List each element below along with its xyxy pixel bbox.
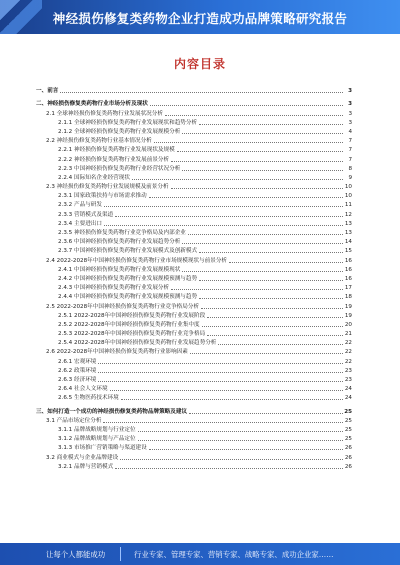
toc-entry[interactable] bbox=[36, 255, 352, 264]
toc-entry-title: 3.2.1 品牌与营销模式 bbox=[58, 463, 114, 470]
toc-page-number: 10 bbox=[344, 184, 352, 191]
footer-slogan: 让每个人都能成功 bbox=[46, 550, 106, 559]
toc-dot-leader bbox=[199, 124, 343, 125]
toc-entry-title: 2.5 2022-2028年中国神经损伤修复类药物行业竞争格局分析 bbox=[46, 303, 200, 310]
toc-entry-title: 2.6.3 经济环境 bbox=[58, 377, 97, 383]
toc-page-number: 22 bbox=[344, 349, 352, 356]
toc-entry[interactable] bbox=[36, 154, 352, 163]
toc-entry[interactable] bbox=[36, 393, 352, 402]
toc-dot-leader bbox=[98, 372, 343, 373]
toc-entry-title: 2.6.4 社会人文环境 bbox=[58, 386, 108, 393]
toc-entry[interactable] bbox=[36, 375, 352, 384]
toc-entry[interactable] bbox=[36, 164, 352, 173]
toc-entry-title: 2.3.6 中国神经损伤修复类药物行业发展趋势分析 bbox=[58, 239, 181, 246]
toc-entry[interactable] bbox=[36, 329, 352, 338]
toc-entry[interactable] bbox=[36, 406, 352, 415]
toc-dot-leader bbox=[199, 280, 343, 281]
toc-entry-title: 二、神经损伤修复类药物行业市场分析及现状 bbox=[36, 101, 148, 108]
toc-entry[interactable] bbox=[36, 283, 352, 292]
toc-entry[interactable] bbox=[36, 462, 352, 471]
toc-entry-title: 一、前言 bbox=[36, 88, 59, 95]
toc-entry[interactable] bbox=[36, 200, 352, 209]
toc-page-number: 13 bbox=[344, 230, 352, 236]
toc-page-number: 16 bbox=[344, 275, 352, 282]
toc-page-number: 23 bbox=[344, 367, 352, 374]
toc-entry-title: 2.4.4 中国神经损伤修复类药物行业发展规模预测与趋势 bbox=[58, 294, 198, 301]
toc-entry-title: 2.3.7 中国神经损伤修复类药物行业发展模式及创新模式 bbox=[58, 248, 198, 255]
toc-page-number: 17 bbox=[344, 285, 352, 292]
toc-page-number: 25 bbox=[344, 426, 352, 433]
toc-page-number: 26 bbox=[344, 445, 352, 452]
toc-page-number: 23 bbox=[344, 377, 352, 383]
toc-dot-leader bbox=[188, 234, 343, 235]
toc-dot-leader bbox=[132, 179, 343, 180]
toc-entry-title: 三、如何打造一个成功的神经损伤修复类药物品牌策略及建议 bbox=[36, 408, 188, 415]
toc-entry[interactable] bbox=[36, 311, 352, 320]
toc-page-number: 3 bbox=[348, 110, 352, 117]
toc-page-number: 22 bbox=[344, 358, 352, 365]
toc-page-number: 12 bbox=[344, 211, 352, 218]
toc-entry-title: 2.2.1 神经损伤修复类药物行业发展现状及规模 bbox=[58, 147, 175, 154]
toc-entry[interactable] bbox=[36, 366, 352, 375]
toc-entry[interactable] bbox=[36, 182, 352, 191]
toc-entry[interactable] bbox=[36, 425, 352, 434]
toc-entry-title: 2.6.1 宏观环境 bbox=[58, 358, 97, 365]
toc-dot-leader bbox=[120, 459, 343, 460]
toc-page-number: 3 bbox=[348, 119, 352, 126]
toc-entry[interactable] bbox=[36, 127, 352, 136]
footer-divider bbox=[120, 547, 121, 561]
toc-entry-title: 2.2 神经损伤修复类药物行业基本情况分析 bbox=[46, 138, 152, 145]
toc-entry-title: 2.4.2 中国神经损伤修复类药物行业发展规模预测与趋势 bbox=[58, 275, 198, 282]
toc-dot-leader bbox=[138, 431, 343, 432]
toc-dot-leader bbox=[171, 188, 343, 189]
toc-entry-title: 2.1 全球神经损伤修复类药物行业发展状况分析 bbox=[46, 110, 163, 117]
toc-dot-leader bbox=[115, 216, 343, 217]
toc-dot-leader bbox=[150, 105, 343, 106]
toc-entry-title: 2.1.1 全球神经损伤修复类药物行业发展现状和趋势分析 bbox=[58, 119, 198, 126]
toc-dot-leader bbox=[110, 390, 343, 391]
toc-entry[interactable] bbox=[36, 173, 352, 182]
toc-entry-title: 3.1.3 市场推广营销策略与渠道建设 bbox=[58, 445, 147, 452]
toc-dot-leader bbox=[154, 142, 343, 143]
toc-page-number: 15 bbox=[344, 248, 352, 255]
toc-page-number: 25 bbox=[344, 408, 352, 415]
footer-expert-list: 行业专家、管理专家、营销专家、战略专家、成功企业家…… bbox=[134, 550, 334, 559]
toc-page-number: 20 bbox=[344, 321, 352, 328]
toc-entry[interactable] bbox=[36, 338, 352, 347]
toc-entry-title: 3.1.2 品牌战略规划与产品定位 bbox=[58, 436, 136, 443]
toc-entry-title: 2.4.3 中国神经损伤修复类药物行业发展分析 bbox=[58, 285, 170, 292]
toc-entry-title: 2.6 2022-2028年中国神经损伤修复类药物行业影响因素 bbox=[46, 349, 188, 356]
toc-page-number: 25 bbox=[344, 417, 352, 424]
toc-page-number: 7 bbox=[348, 138, 352, 145]
toc-entry[interactable] bbox=[36, 246, 352, 255]
toc-entry[interactable] bbox=[36, 320, 352, 329]
toc-entry[interactable] bbox=[36, 118, 352, 127]
toc-page-number: 3 bbox=[348, 101, 352, 108]
toc-page-number: 7 bbox=[348, 156, 352, 163]
toc-dot-leader bbox=[149, 197, 343, 198]
toc-dot-leader bbox=[103, 422, 343, 423]
toc-entry-title: 2.6.5 生物医药技术环境 bbox=[58, 395, 119, 402]
toc-entry[interactable] bbox=[36, 356, 352, 365]
toc-entry[interactable] bbox=[36, 292, 352, 301]
toc-entry-title: 2.3.4 主要进出口 bbox=[58, 220, 102, 227]
toc-dot-leader bbox=[115, 468, 343, 469]
toc-entry[interactable] bbox=[36, 108, 352, 117]
toc-page-number: 11 bbox=[344, 202, 352, 209]
toc-entry-title: 2.1.2 全球神经损伤修复类药物行业发展规模分析 bbox=[58, 128, 181, 135]
toc-entry-title: 2.5.4 2022-2028年中国神经损伤修复类药物行业发展趋势分析 bbox=[58, 340, 217, 347]
toc-entry[interactable] bbox=[36, 145, 352, 154]
toc-dot-leader bbox=[171, 161, 343, 162]
toc-dot-leader bbox=[104, 206, 343, 207]
toc-page-number: 19 bbox=[344, 303, 352, 310]
toc-entry-title: 2.2.4 国际知名企业经营现状 bbox=[58, 174, 130, 181]
toc-entry-title: 3.1.1 品牌战略规划与行业定位 bbox=[58, 426, 136, 433]
toc-dot-leader bbox=[149, 449, 343, 450]
toc-dot-leader bbox=[98, 363, 343, 364]
toc-page-number: 16 bbox=[344, 257, 352, 264]
toc-entry-title: 2.3.5 神经损伤修复类药物行业竞争格局及内部企业 bbox=[58, 230, 186, 236]
toc-dot-leader bbox=[229, 262, 343, 263]
toc-dot-leader bbox=[189, 413, 343, 414]
toc-page-number: 9 bbox=[348, 174, 352, 181]
toc-dot-leader bbox=[104, 225, 343, 226]
toc-entry-title: 2.3 神经损伤修复类药物行业发展规模及前景分析 bbox=[46, 184, 169, 191]
toc-entry-title: 2.3.1 国家政策扶持与市场需求推动 bbox=[58, 193, 147, 200]
toc-dot-leader bbox=[182, 170, 343, 171]
toc-dot-leader bbox=[182, 271, 343, 272]
toc-entry-title: 2.4.1 中国神经损伤修复类药物行业发展规模现状 bbox=[58, 266, 181, 273]
toc-dot-leader bbox=[165, 115, 343, 116]
toc-dot-leader bbox=[138, 440, 343, 441]
toc-dot-leader bbox=[202, 326, 343, 327]
toc-entry[interactable] bbox=[36, 219, 352, 228]
toc-page-number: 21 bbox=[344, 331, 352, 338]
toc-page-number: 22 bbox=[344, 340, 352, 347]
toc-page-number: 24 bbox=[344, 386, 352, 393]
toc-entry-title: 3.1 产品市场定位分析 bbox=[46, 417, 102, 424]
toc-dot-leader bbox=[121, 399, 343, 400]
toc-entry[interactable] bbox=[36, 265, 352, 274]
toc-entry[interactable] bbox=[36, 274, 352, 283]
toc-page-number: 26 bbox=[344, 463, 352, 470]
report-title: 神经损伤修复类药物企业打造成功品牌策略研究报告 bbox=[52, 11, 348, 26]
toc-dot-leader bbox=[207, 317, 343, 318]
toc-page-number: 10 bbox=[344, 193, 352, 200]
toc-entry[interactable] bbox=[36, 99, 352, 108]
toc-dot-leader bbox=[218, 344, 343, 345]
toc-dot-leader bbox=[182, 133, 343, 134]
toc-page-number: 4 bbox=[348, 128, 352, 135]
report-header-banner bbox=[0, 0, 400, 34]
toc-page-number: 7 bbox=[348, 147, 352, 154]
toc-entry[interactable] bbox=[36, 191, 352, 200]
toc-entry-title: 2.3.3 营销模式及渠道 bbox=[58, 211, 114, 218]
toc-entry[interactable] bbox=[36, 209, 352, 218]
toc-entry[interactable] bbox=[36, 237, 352, 246]
toc-entry-title: 2.6.2 政策环境 bbox=[58, 367, 97, 374]
toc-dot-leader bbox=[190, 353, 343, 354]
toc-entry-title: 2.2.2 神经损伤修复类药物行业发展前景分析 bbox=[58, 156, 170, 163]
toc-entry[interactable] bbox=[36, 452, 352, 461]
toc-entry[interactable] bbox=[36, 384, 352, 393]
toc-entry-title: 2.3.2 产品与研发 bbox=[58, 202, 102, 209]
toc-dot-leader bbox=[177, 151, 343, 152]
toc-dot-leader bbox=[199, 298, 343, 299]
toc-page-number: 18 bbox=[344, 294, 352, 301]
toc-page-number: 25 bbox=[344, 436, 352, 443]
toc-heading: 内容目录 bbox=[173, 57, 226, 71]
toc-dot-leader bbox=[207, 335, 343, 336]
toc-page-number: 3 bbox=[348, 88, 352, 95]
toc-dot-leader bbox=[201, 308, 343, 309]
toc-dot-leader bbox=[98, 381, 343, 382]
toc-dot-leader bbox=[60, 92, 343, 93]
toc-entry-title: 2.5.1 2022-2028年中国神经损伤修复类药物行业发展阶段 bbox=[58, 312, 206, 319]
toc-entry[interactable] bbox=[36, 347, 352, 356]
toc-entry-title: 3.2 商业模式与企业品牌建设 bbox=[46, 454, 119, 461]
toc-page-number: 26 bbox=[344, 454, 352, 461]
toc-page-number: 19 bbox=[344, 312, 352, 319]
toc-entry-title: 2.2.3 中国神经损伤修复类药物行业经营状况分析 bbox=[58, 165, 181, 172]
toc-entry-title: 2.5.2 2022-2028年中国神经损伤修复类药物行业集中度 bbox=[58, 321, 200, 328]
toc-entry[interactable] bbox=[36, 434, 352, 443]
toc-entry-title: 2.5.3 2022-2028年中国神经损伤修复类药物行业竞争格局 bbox=[58, 331, 206, 338]
footer-banner bbox=[0, 543, 400, 565]
toc-page-number: 14 bbox=[344, 239, 352, 246]
toc-page-number: 8 bbox=[348, 165, 352, 172]
toc-page-number: 24 bbox=[344, 395, 352, 402]
toc-dot-leader bbox=[171, 289, 343, 290]
toc-entry[interactable] bbox=[36, 301, 352, 310]
toc-entry[interactable] bbox=[36, 228, 352, 237]
toc-page-number: 13 bbox=[344, 220, 352, 227]
toc-dot-leader bbox=[182, 243, 343, 244]
toc-entry-title: 2.4 2022-2028年中国神经损伤修复类药物行业市场规模现状与前景分析 bbox=[46, 257, 228, 264]
toc-entry[interactable] bbox=[36, 443, 352, 452]
table-of-contents bbox=[36, 86, 352, 471]
toc-entry[interactable] bbox=[36, 136, 352, 145]
toc-page-number: 16 bbox=[344, 266, 352, 273]
toc-dot-leader bbox=[199, 252, 343, 253]
toc-entry[interactable] bbox=[36, 86, 352, 95]
toc-entry[interactable] bbox=[36, 416, 352, 425]
